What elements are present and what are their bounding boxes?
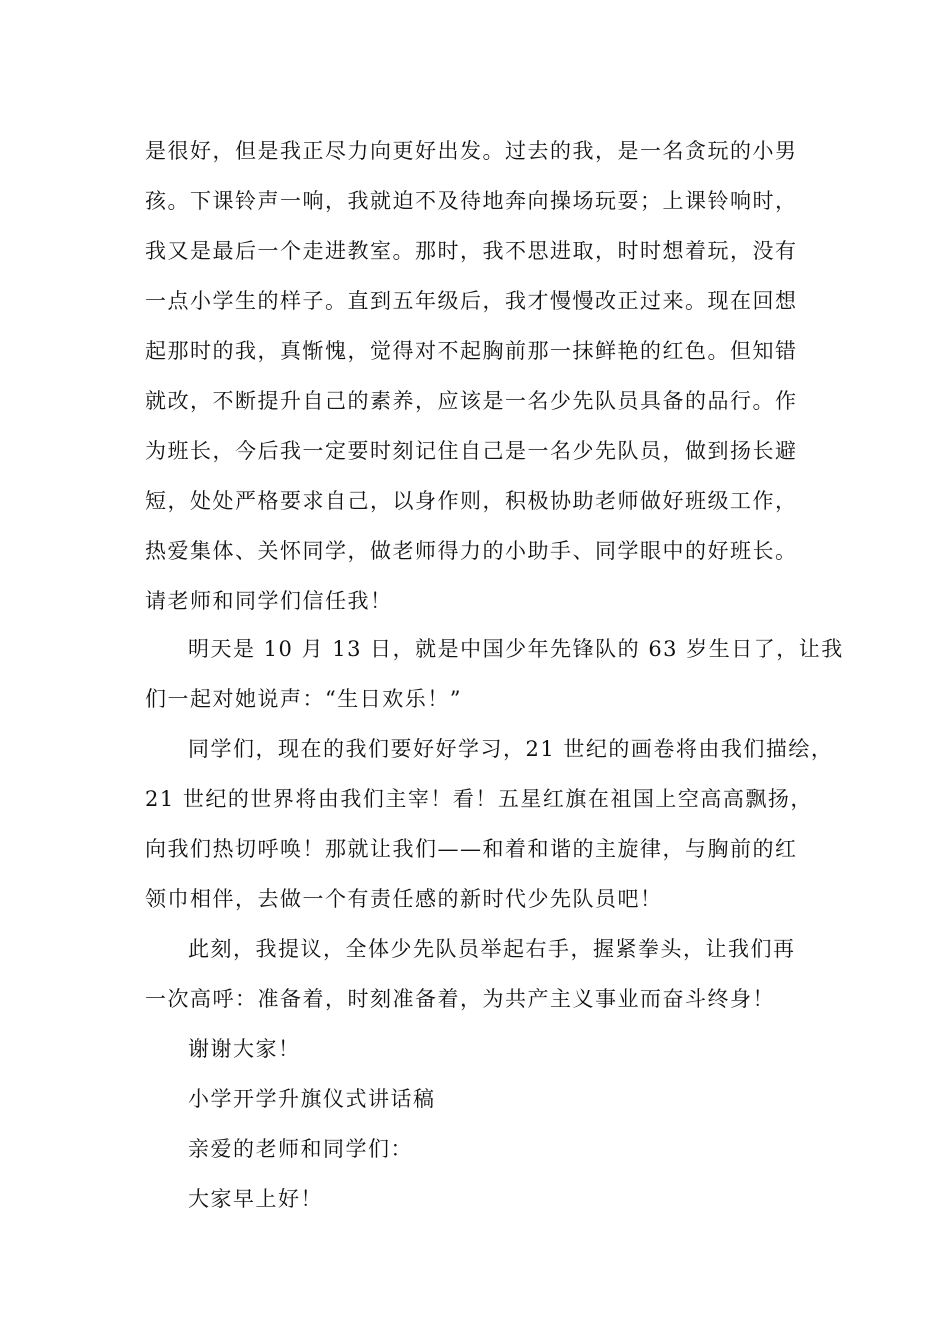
text-line: 向我们热切呼唤！那就让我们——和着和谐的主旋律，与胸前的红 xyxy=(145,837,798,861)
text-line: 请老师和同学们信任我！ xyxy=(145,589,393,613)
text-line: 就改，不断提升自己的素养，应该是一名少先队员具备的品行。作 xyxy=(145,389,798,413)
text-line: 谢谢大家！ xyxy=(188,1037,301,1061)
text-line: 明天是 10 月 13 日，就是中国少年先锋队的 63 岁生日了，让我 xyxy=(188,637,844,661)
text-line: 此刻，我提议，全体少先队员举起右手，握紧拳头，让我们再 xyxy=(188,937,796,961)
text-line: 小学开学升旗仪式讲话稿 xyxy=(188,1087,436,1111)
text-line: 们一起对她说声：“生日欢乐！” xyxy=(145,687,462,711)
text-line: 热爱集体、关怀同学，做老师得力的小助手、同学眼中的好班长。 xyxy=(145,539,798,563)
text-line: 起那时的我，真惭愧，觉得对不起胸前那一抹鲜艳的红色。但知错 xyxy=(145,339,798,363)
text-line: 大家早上好！ xyxy=(188,1187,323,1211)
text-line: 是很好，但是我正尽力向更好出发。过去的我，是一名贪玩的小男 xyxy=(145,139,798,163)
text-line: 领巾相伴，去做一个有责任感的新时代少先队员吧！ xyxy=(145,887,663,911)
text-line: 我又是最后一个走进教室。那时，我不思进取，时时想着玩，没有 xyxy=(145,239,798,263)
text-line: 亲爱的老师和同学们： xyxy=(188,1137,413,1161)
text-line: 一次高呼：准备着，时刻准备着，为共产主义事业而奋斗终身！ xyxy=(145,987,775,1011)
text-line: 一点小学生的样子。直到五年级后，我才慢慢改正过来。现在回想 xyxy=(145,289,798,313)
text-line: 短，处处严格要求自己，以身作则，积极协助老师做好班级工作， xyxy=(145,489,798,513)
text-line: 同学们，现在的我们要好好学习，21 世纪的画卷将由我们描绘， xyxy=(188,737,834,761)
text-line: 21 世纪的世界将由我们主宰！看！五星红旗在祖国上空高高飘扬， xyxy=(145,787,813,811)
text-line: 为班长，今后我一定要时刻记住自己是一名少先队员，做到扬长避 xyxy=(145,439,798,463)
text-line: 孩。下课铃声一响，我就迫不及待地奔向操场玩耍；上课铃响时， xyxy=(145,189,798,213)
